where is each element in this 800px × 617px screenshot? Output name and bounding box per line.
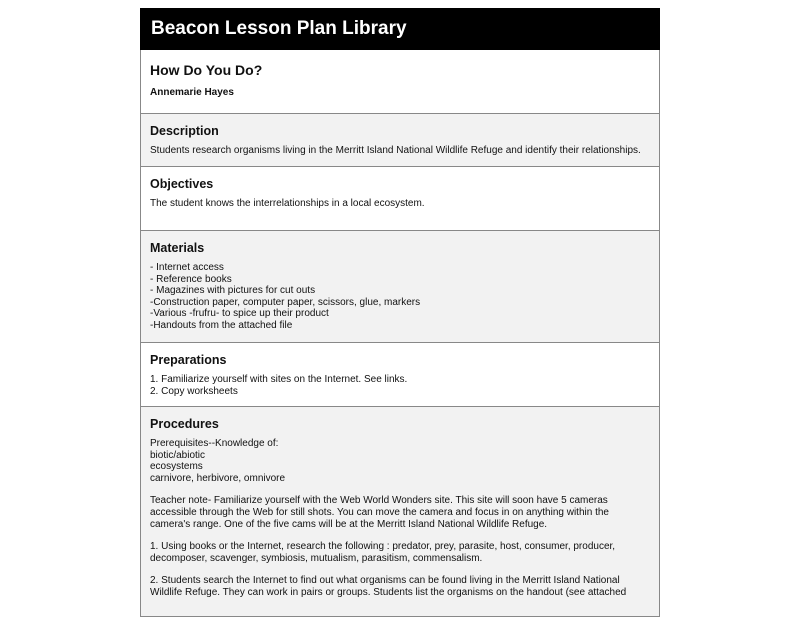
teacher-note [150, 495, 650, 530]
library-banner: Beacon Lesson Plan Library [140, 8, 660, 50]
materials-section [140, 231, 660, 343]
objectives-section [140, 167, 660, 231]
procedure-step-1 [150, 541, 650, 564]
preparations-list [150, 374, 650, 397]
objectives-heading: Objectives [150, 177, 214, 191]
list-item: - Internet access [150, 262, 224, 273]
lesson-author: Annemarie Hayes [150, 87, 234, 98]
description-text: Students research organisms living in the Merritt Island National Wildlife Refuge and identify their relationships. [150, 145, 641, 156]
text-line: Wildlife Refuge. They can work in pairs or groups. Students list the organisms on the handout (see attached [150, 586, 627, 598]
text-line: camera's range. One of the five cams will be at the Merritt Island National Wildlife Refuge. [150, 518, 548, 530]
text-line: carnivore, herbivore, omnivore [150, 472, 286, 484]
list-item: 1. Familiarize yourself with sites on the Internet. See links. [150, 374, 408, 385]
preparations-heading: Preparations [150, 353, 227, 367]
materials-list [150, 262, 650, 332]
list-item: -Various -frufru- to spice up their product [150, 308, 329, 320]
text-line: decomposer, scavenger, symbiosis, mutualism, parasitism, commensalism. [150, 552, 483, 564]
prerequisites-block [150, 438, 650, 484]
list-item: - Reference books [150, 273, 232, 285]
lesson-page [140, 8, 660, 617]
text-line: accessible through the Web for still shots. You can move the camera and focus in on anything within the [150, 506, 609, 518]
list-item: -Handouts from the attached file [150, 319, 293, 331]
lesson-title: How Do You Do? [150, 62, 263, 78]
objectives-text: The student knows the interrelationships in a local ecosystem. [150, 198, 425, 209]
list-item: -Construction paper, computer paper, scissors, glue, markers [150, 296, 421, 308]
preparations-section [140, 343, 660, 407]
procedure-step-2 [150, 575, 650, 598]
lesson-header [140, 50, 660, 114]
procedures-section [140, 407, 660, 617]
list-item: - Magazines with pictures for cut outs [150, 285, 316, 297]
list-item: 2. Copy worksheets [150, 385, 238, 397]
text-line: biotic/abiotic [150, 449, 206, 461]
description-heading: Description [150, 124, 219, 138]
procedures-heading: Procedures [150, 417, 219, 431]
text-line: 2. Students search the Internet to find out what organisms can be found living in the Merritt Island National [150, 575, 620, 587]
text-line: ecosystems [150, 461, 203, 473]
text-line: Teacher note- Familiarize yourself with the Web World Wonders site. This site will soon have 5 cameras [150, 495, 608, 507]
description-section [140, 114, 660, 167]
text-line: Prerequisites--Knowledge of: [150, 438, 279, 449]
text-line: 1. Using books or the Internet, research the following : predator, prey, parasite, host, consumer, producer, [150, 541, 616, 553]
materials-heading: Materials [150, 241, 205, 255]
